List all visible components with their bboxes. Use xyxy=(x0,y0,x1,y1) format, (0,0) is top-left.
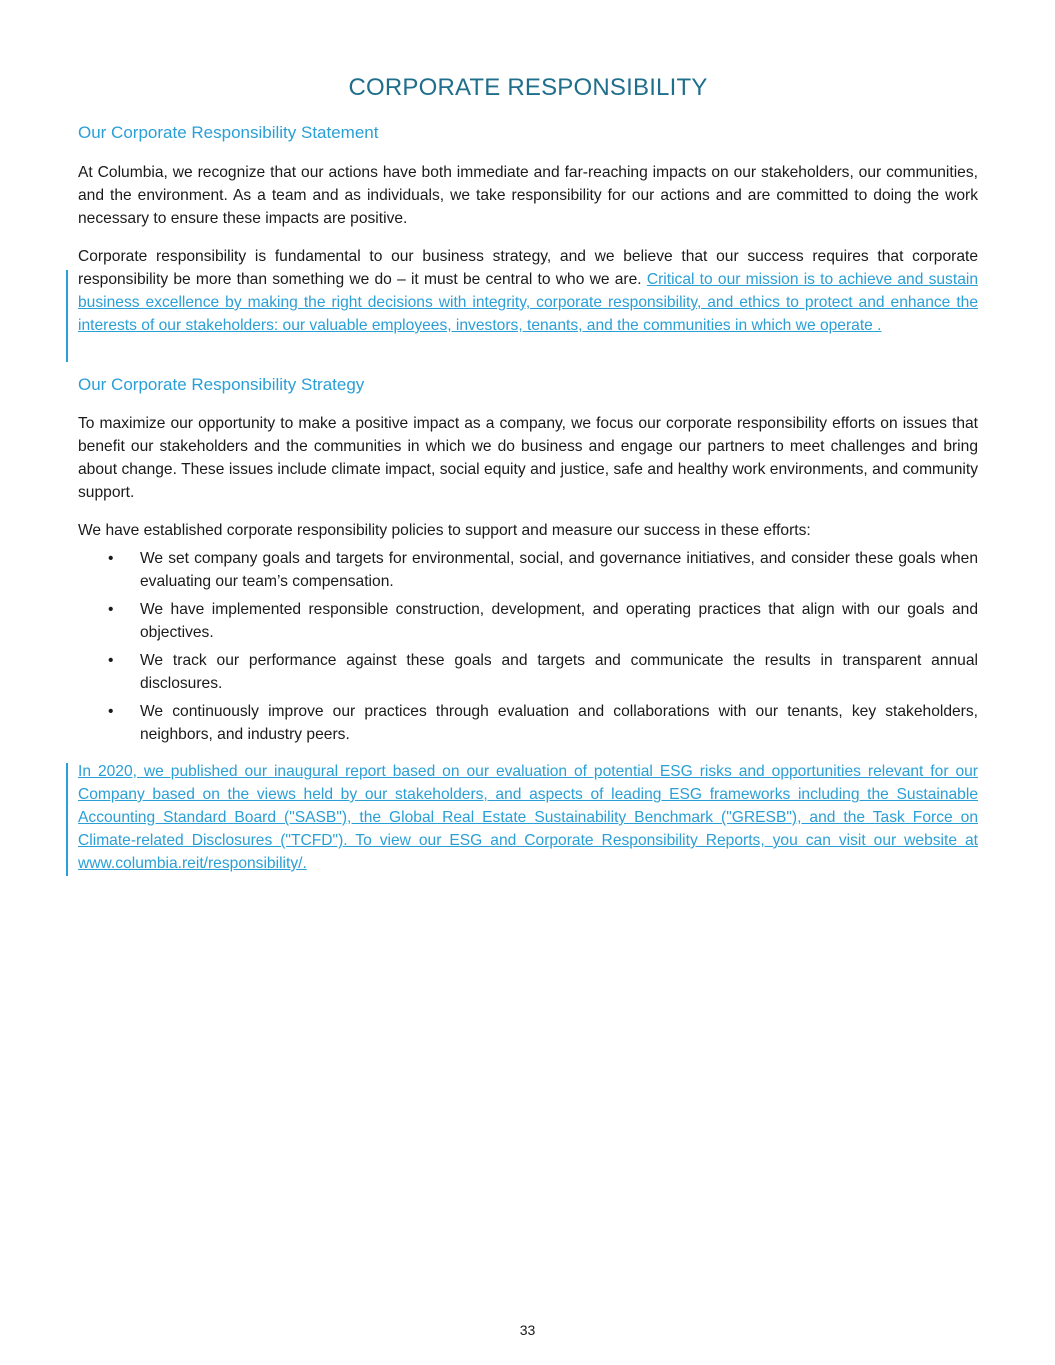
list-item xyxy=(78,649,978,695)
esg-paragraph xyxy=(78,760,978,875)
list-item-text: We track our performance against these goals and targets and communicate the results in transparent annual disclosures. xyxy=(140,652,978,692)
bullet-icon: • xyxy=(108,601,114,618)
statement-paragraph-1: At Columbia, we recognize that our actions have both immediate and far-reaching impacts on our stakeholders, our communities, and the environment. As a team and as individuals, we take responsibility for our actions and are committed to doing the work necessary to ensure these impacts are positive. xyxy=(78,164,978,227)
strategy-paragraph-2: We have established corporate responsibility policies to support and measure our success in these efforts: xyxy=(78,522,811,539)
strategy-paragraph-1: To maximize our opportunity to make a positive impact as a company, we focus our corporate responsibility efforts on issues that benefit our stakeholders and the communities in which we do business and engage our partners to meet challenges and bring about change. These issues include climate impact, social equity and justice, safe and healthy work environments, and community support. xyxy=(78,415,978,501)
bullet-icon: • xyxy=(108,652,114,669)
policy-bullet-list xyxy=(78,547,978,751)
list-item xyxy=(78,700,978,746)
statement-paragraph-2 xyxy=(78,245,978,337)
list-item xyxy=(78,547,978,593)
change-bar-esg xyxy=(66,763,68,876)
list-item-text: We set company goals and targets for environmental, social, and governance initiatives, and consider these goals when evaluating our team’s compensation. xyxy=(140,550,978,590)
page-number: 33 xyxy=(519,1322,536,1338)
list-item-text: We continuously improve our practices through evaluation and collaborations with our tenants, key stakeholders, neighbors, and industry peers. xyxy=(140,703,978,743)
bullet-icon: • xyxy=(108,550,114,567)
statement-paragraph-2-text: Corporate responsibility is fundamental to our business strategy, and we believe that our success requires that corporate responsibility be more than something we do – it must be central to who we are. xyxy=(78,248,978,288)
list-item xyxy=(78,598,978,644)
statement-heading: Our Corporate Responsibility Statement xyxy=(78,123,379,142)
bullet-icon: • xyxy=(108,703,114,720)
esg-report-link[interactable]: In 2020, we published our inaugural report based on our evaluation of potential ESG risks and opportunities relevant for our Company based on the views held by our stakeholders, and aspects of leading ESG frameworks including the Sustainable Accounting Standard Board ("SASB"), the Global Real Estate Sustainability Benchmark ("GRESB"), and the Task Force on Climate-related Disclosures ("TCFD"). To view our ESG and Corporate Responsibility Reports, you can visit our website at www.columbia.reit/responsibility/. xyxy=(78,763,978,872)
list-item-text: We have implemented responsible construction, development, and operating practices that align with our goals and objectives. xyxy=(140,601,978,641)
change-bar-mission xyxy=(66,270,68,362)
mission-link[interactable]: Critical to our mission is to achieve and sustain business excellence by making the right decisions with integrity, corporate responsibility, and ethics to protect and enhance the interests of our stakeholders: our valuable employees, investors, tenants, and the communities in which we operate . xyxy=(78,271,978,334)
strategy-heading: Our Corporate Responsibility Strategy xyxy=(78,375,365,394)
page-title: CORPORATE RESPONSIBILITY xyxy=(348,74,708,101)
